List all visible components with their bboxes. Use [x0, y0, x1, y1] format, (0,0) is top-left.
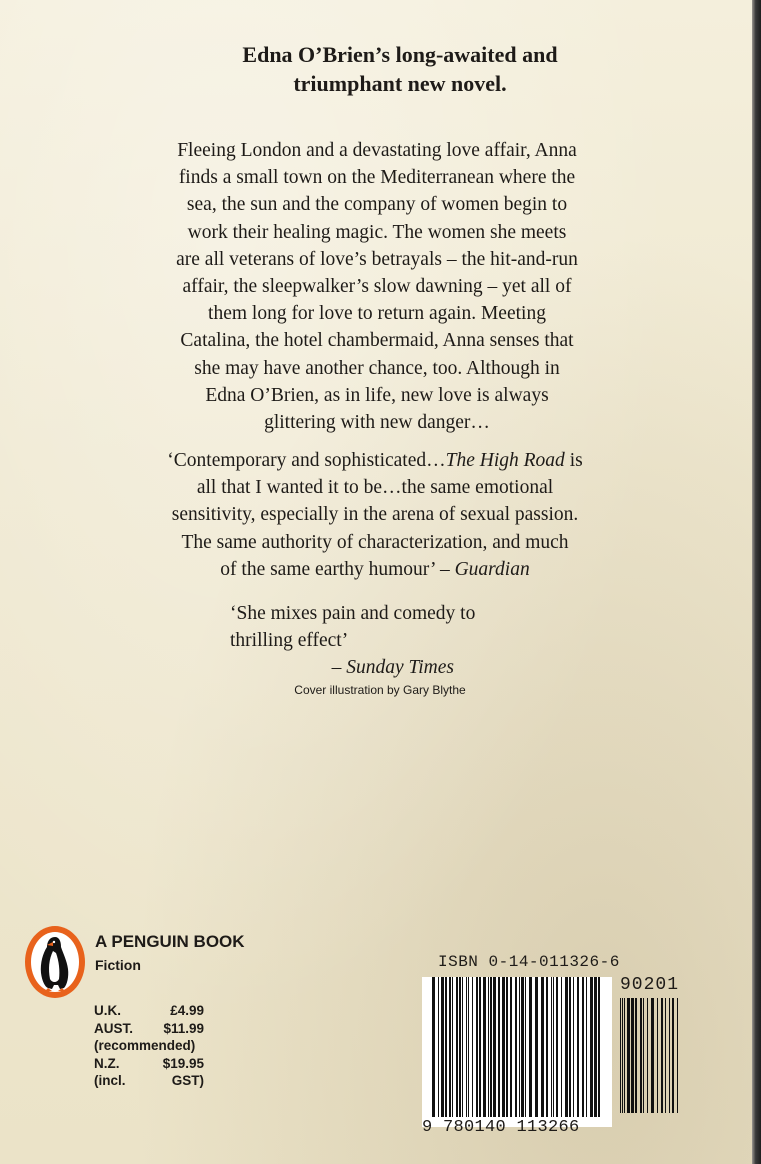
quote-text: ‘Contemporary and sophisticated…: [167, 450, 446, 471]
barcode-bar: [506, 977, 508, 1117]
headline-line: triumphant new novel.: [293, 71, 507, 96]
blurb-line: finds a small town on the Mediterranean where the: [178, 167, 576, 189]
barcode-bar: [493, 977, 496, 1117]
barcode-bar: [535, 977, 538, 1117]
price-row: [94, 1020, 204, 1038]
blurb-line: Edna O’Brien, as in life, new love is always: [205, 384, 549, 406]
quote-attribution: [230, 654, 530, 681]
barcode-bar: [569, 977, 571, 1117]
blurb-line: affair, the sleepwalker’s slow dawning – yet all of: [182, 276, 572, 298]
barcode-bar: [577, 977, 579, 1117]
barcode-bar: [565, 977, 568, 1117]
barcode-bar: [490, 977, 492, 1117]
barcode-bar: [594, 977, 597, 1117]
review-quote-sunday-times: [230, 600, 530, 681]
price-row: [94, 1037, 204, 1055]
genre-label: Fiction: [95, 957, 141, 973]
barcode-bar: [515, 977, 517, 1117]
barcode-bar: [620, 998, 621, 1113]
barcode-bar: [640, 998, 642, 1113]
barcode-bar: [635, 998, 637, 1113]
headline-line: Edna O’Brien’s long-awaited and: [242, 42, 558, 67]
quote-line: all that I wanted it to be…the same emotional: [196, 477, 554, 499]
quote-line: [125, 556, 625, 583]
quote-line: sensitivity, especially in the arena of sexual passion.: [171, 504, 579, 526]
barcode-bar: [582, 977, 584, 1117]
barcode-bar: [622, 998, 623, 1113]
addon-barcode-icon: [620, 998, 682, 1113]
blurb-line: she may have another chance, too. Although in: [194, 357, 560, 379]
blurb-line: Fleeing London and a devastating love affair, Anna: [177, 140, 577, 161]
barcode-bar: [561, 977, 562, 1117]
barcode-bar: [525, 977, 526, 1117]
barcode-bar: [661, 998, 663, 1113]
price-value: GST): [171, 1073, 204, 1089]
barcode-bar: [452, 977, 453, 1117]
blurb-line: Catalina, the hotel chambermaid, Anna senses that: [180, 330, 574, 352]
barcode-bar: [643, 998, 644, 1113]
price-note: (incl.: [94, 1073, 126, 1089]
barcode-bar: [651, 998, 654, 1113]
blurb-line: glittering with new danger…: [264, 412, 490, 434]
barcode-bar: [498, 977, 500, 1117]
price-row: [94, 1002, 204, 1020]
barcode-bar: [510, 977, 512, 1117]
price-list: [94, 1002, 204, 1090]
barcode-bar: [546, 977, 548, 1117]
blurb-line: are all veterans of love’s betrayals – the hit-and-run: [176, 248, 578, 270]
quote-line: The same authority of characterization, and much: [181, 531, 569, 553]
book-spine-edge: [752, 0, 761, 1164]
quote-text: of the same earthy humour’ –: [220, 558, 455, 580]
barcode-bar: [672, 998, 674, 1113]
blurb-line: them long for love to return again. Meeting: [208, 303, 546, 325]
price-region: AUST.: [94, 1020, 134, 1036]
barcode-bar: [529, 977, 532, 1117]
quote-source: Sunday Times: [346, 657, 454, 678]
barcode-bar: [483, 977, 486, 1117]
barcode-bar: [665, 998, 666, 1113]
barcode-bar: [502, 977, 505, 1117]
barcode-bar: [519, 977, 520, 1117]
barcode-bar: [468, 977, 469, 1117]
barcode-bar: [432, 977, 435, 1117]
attribution-dash: –: [331, 657, 347, 678]
barcode-bars-icon: [432, 977, 607, 1117]
blurb-line: sea, the sun and the company of women begin to: [186, 194, 568, 216]
isbn-number: ISBN 0-14-011326-6: [438, 953, 620, 971]
price-value: £4.99: [170, 1003, 204, 1018]
price-note: (recommended): [94, 1038, 196, 1054]
price-region: U.K.: [94, 1003, 121, 1018]
barcode-bar: [669, 998, 670, 1113]
cover-illustration-credit: Cover illustration by Gary Blythe: [294, 683, 466, 697]
barcode-bar: [466, 977, 467, 1117]
blurb-line: work their healing magic. The women she meets: [187, 221, 567, 243]
price-row: [94, 1055, 204, 1073]
synopsis-blurb: [132, 137, 622, 436]
barcode-bar: [445, 977, 447, 1117]
barcode-bar: [627, 998, 630, 1113]
price-region: N.Z.: [94, 1055, 120, 1071]
barcode-bar: [553, 977, 554, 1117]
penguin-logo-icon: [23, 925, 87, 999]
barcode-bar: [521, 977, 524, 1117]
barcode-bar: [647, 998, 648, 1113]
barcode-bar: [657, 998, 658, 1113]
barcode-bar: [590, 977, 593, 1117]
barcode-bar: [462, 977, 463, 1117]
publisher-name: A PENGUIN BOOK: [95, 932, 245, 951]
barcode-bar: [541, 977, 544, 1117]
price-addon-number: 90201: [620, 975, 680, 995]
price-value: $11.99: [163, 1020, 204, 1036]
book-title: The High Road: [445, 450, 565, 471]
barcode-bar: [551, 977, 552, 1117]
barcode-bar: [456, 977, 458, 1117]
barcode-bar: [624, 998, 625, 1113]
barcode-number: 9 780140 113266: [422, 1118, 580, 1137]
barcode-bar: [449, 977, 451, 1117]
quote-line: ‘She mixes pain and comedy to thrilling effect’: [230, 603, 476, 651]
price-value: $19.95: [162, 1055, 204, 1071]
price-row: [94, 1072, 204, 1090]
barcode-bar: [488, 977, 489, 1117]
barcode-bar: [472, 977, 473, 1117]
barcode-bar: [441, 977, 444, 1117]
barcode-bar: [573, 977, 574, 1117]
barcode-bar: [438, 977, 439, 1117]
quote-text: is: [564, 450, 583, 471]
barcode-bar: [586, 977, 587, 1117]
quote-source: Guardian: [454, 558, 530, 580]
barcode-bar: [598, 977, 600, 1117]
barcode-bar: [677, 998, 678, 1113]
barcode-bar: [631, 998, 634, 1113]
barcode-bar: [479, 977, 481, 1117]
quote-line: [125, 447, 625, 474]
barcode-bar: [476, 977, 478, 1117]
review-quote-guardian: [125, 447, 625, 583]
barcode-bar: [459, 977, 461, 1117]
headline: [220, 40, 580, 98]
ean-barcode: [422, 977, 612, 1127]
barcode-bar: [556, 977, 558, 1117]
